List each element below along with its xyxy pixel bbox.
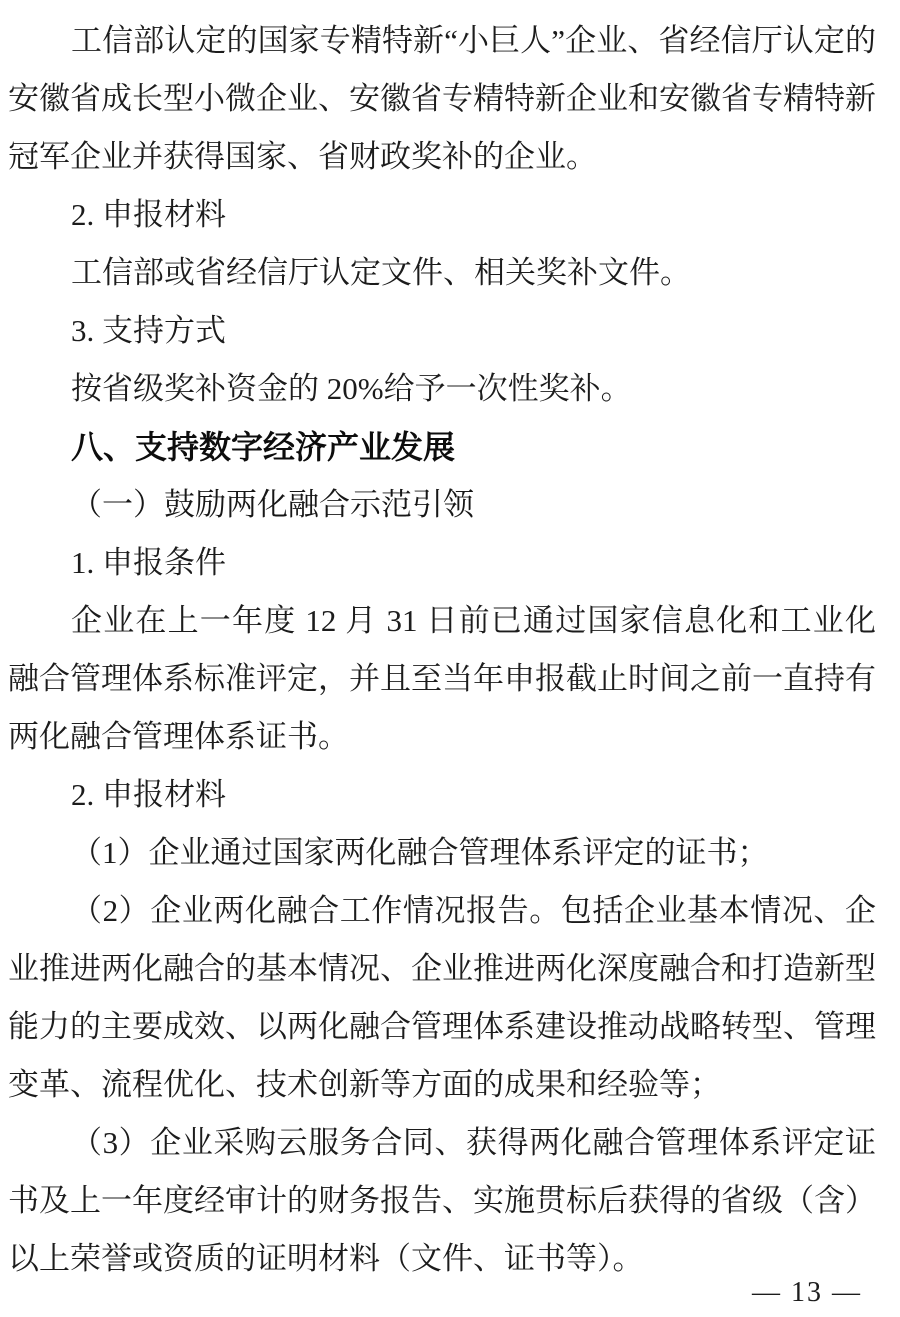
body-paragraph: 1. 申报条件 bbox=[71, 545, 226, 580]
body-paragraph: 企业在上一年度 12 月 31 日前已通过国家信息化和工业化融合管理体系标准评定，并且至当年申报截止时间之前一直持有两化融合管理体系证书。 bbox=[8, 603, 876, 754]
body-paragraph: 按省级奖补资金的 20%给予一次性奖补。 bbox=[71, 371, 632, 406]
body-paragraph: （1）企业通过国家两化融合管理体系评定的证书； bbox=[71, 835, 769, 870]
page-number: — 13 — bbox=[752, 1277, 862, 1308]
body-paragraph: 2. 申报材料 bbox=[71, 777, 226, 812]
body-paragraph: 工信部或省经信厅认定文件、相关奖补文件。 bbox=[71, 255, 691, 290]
body-paragraph: （2）企业两化融合工作情况报告。包括企业基本情况、企业推进两化融合的基本情况、企业推进两化深度融合和打造新型能力的主要成效、以两化融合管理体系建设推动战略转型、管理变革、流程优化、技术创新等方面的成果和经验等； bbox=[8, 893, 876, 1102]
body-paragraph: 2. 申报材料 bbox=[71, 197, 226, 232]
body-paragraph: 3. 支持方式 bbox=[71, 313, 226, 348]
subsection-heading: （一）鼓励两化融合示范引领 bbox=[71, 487, 474, 522]
body-paragraph: （3）企业采购云服务合同、获得两化融合管理体系评定证书及上一年度经审计的财务报告、实施贯标后获得的省级（含）以上荣誉或资质的证明材料（文件、证书等）。 bbox=[8, 1125, 876, 1276]
section-heading: 八、支持数字经济产业发展 bbox=[71, 429, 456, 465]
body-paragraph: 工信部认定的国家专精特新“小巨人”企业、省经信厅认定的安徽省成长型小微企业、安徽省专精特新企业和安徽省专精特新冠军企业并获得国家、省财政奖补的企业。 bbox=[8, 23, 876, 174]
